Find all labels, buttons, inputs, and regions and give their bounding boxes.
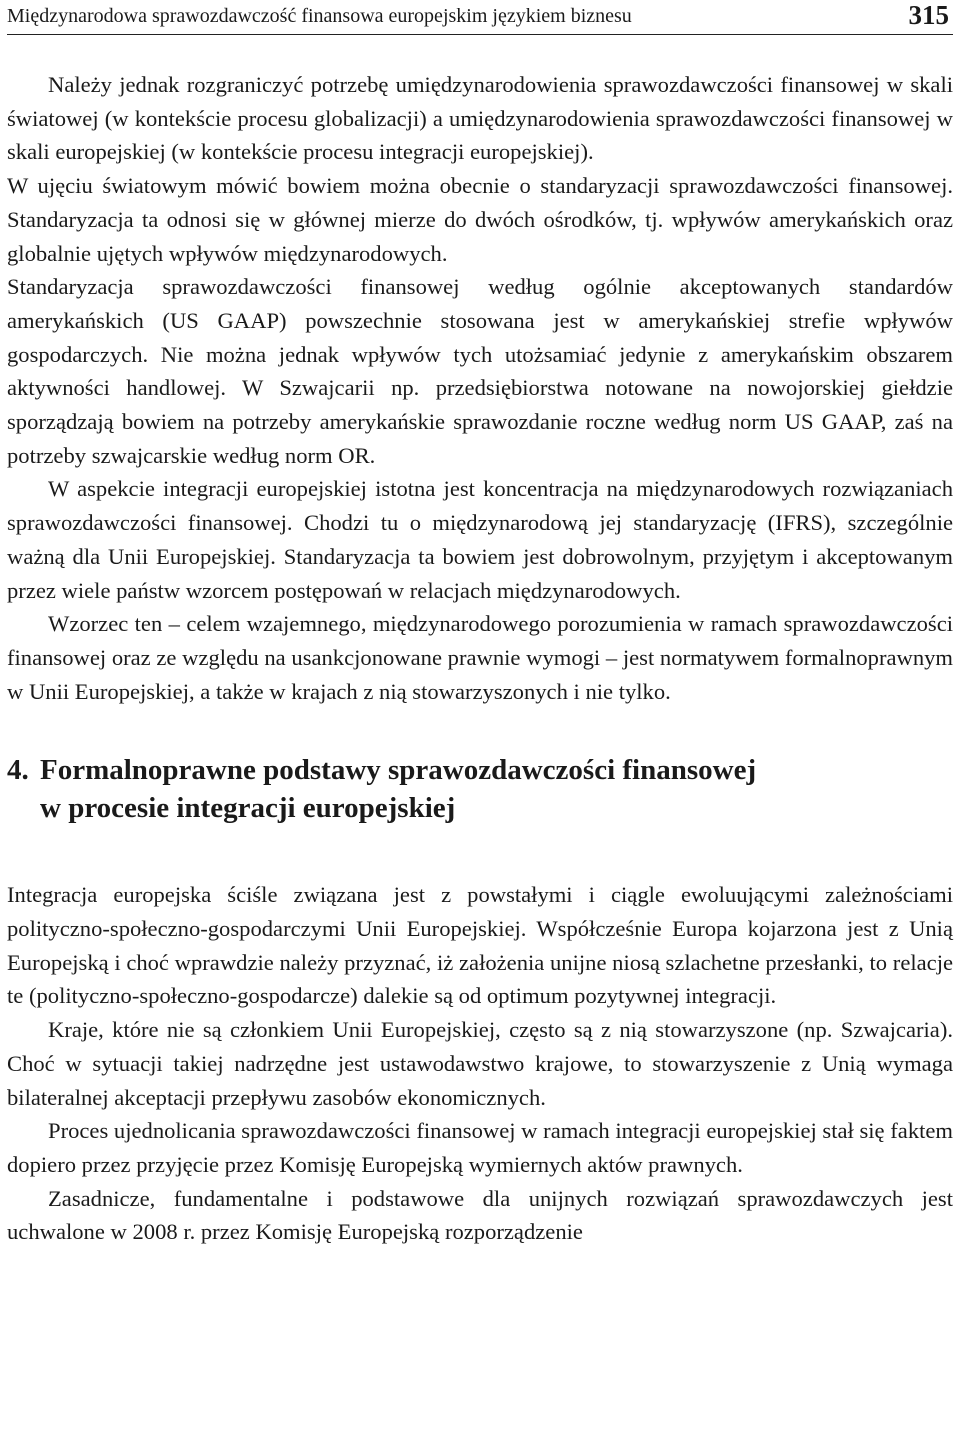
paragraph: Zasadnicze, fundamentalne i podstawowe dla unijnych rozwiązań sprawozdawczych jest uchwalone w 2008 r. przez Komisję Europejską rozporządzenie xyxy=(7,1185,953,1245)
paragraph: Należy jednak rozgraniczyć potrzebę umiędzynarodowienia sprawozdawczości finansowej w skali światowej (w kontekście procesu globalizacji) a umiędzynarodowienia sprawozdawczości finansowej w skali europejskiej (w kontekście procesu integracji europejskiej). xyxy=(7,72,953,165)
paragraph: Integracja europejska ściśle związana jest z powstałymi i ciągle ewoluującymi zależnościami polityczno-społeczno-gospodarczymi Unii Europejskiej. Współcześnie Europa kojarzona jest z Unią Europejską i choć wprawdzie należy przyznać, iż założenia unijne niosą szlachetne przesłanki, to relacje te (polityczno-społeczno-gospodarcze) dalekie są od optimum pozytywnej integracji. xyxy=(7,882,953,1009)
paragraph: W aspekcie integracji europejskiej istotna jest koncentracja na międzynarodowych rozwiązaniach sprawozdawczości finansowej. Chodzi tu o międzynarodową jej standaryzację (IFRS), szczególnie ważną dla Unii Europejskiej. Standaryzacja ta bowiem jest dobrowolnym, przyjętym i akceptowanym przez wiele państw wzorcem postępowań w relacjach międzynarodowych. xyxy=(7,476,953,603)
section-heading xyxy=(7,751,953,827)
running-title: Międzynarodowa sprawozdawczość finansowa europejskim językiem biznesu xyxy=(7,5,632,27)
paragraph: Standaryzacja sprawozdawczości finansowej według ogólnie akceptowanych standardów amerykańskich (US GAAP) powszechnie stosowana jest w amerykańskiej strefie wpływów gospodarczych. Nie można jednak wpływów tych utożsamiać jedynie z amerykańskim obszarem aktywności handlowej. W Szwajcarii np. przedsiębiorstwa notowane na nowojorskiej giełdzie sporządzają bowiem na potrzeby amerykańskie sprawozdanie roczne według norm US GAAP, zaś na potrzeby szwajcarskie według norm OR. xyxy=(7,274,953,468)
section-title-line1: Formalnoprawne podstawy sprawozdawczości finansowej xyxy=(40,754,757,787)
body-text-after xyxy=(7,878,953,1249)
running-header xyxy=(7,0,953,35)
paragraph: Proces ujednolicania sprawozdawczości finansowej w ramach integracji europejskiej stał się faktem dopiero przez przyjęcie przez Komisję Europejską wymiernych aktów prawnych. xyxy=(7,1118,953,1177)
section-title-line2: w procesie integracji europejskiej xyxy=(40,792,456,825)
paragraph: Wzorzec ten – celem wzajemnego, międzynarodowego porozumienia w ramach sprawozdawczości finansowej oraz ze względu na usankcjonowane prawnie wymogi – jest normatywem formalnoprawnym w Unii Europejskiej, a także w krajach z nią stowarzyszonych i nie tylko. xyxy=(7,611,953,704)
page-number: 315 xyxy=(908,0,949,30)
paragraph: W ujęciu światowym mówić bowiem można obecnie o standaryzacji sprawozdawczości finansowej. Standaryzacja ta odnosi się w głównej mierze do dwóch ośrodków, tj. wpływów amerykańskich oraz globalnie ujętych wpływów międzynarodowych. xyxy=(7,173,953,266)
body-text-before xyxy=(7,68,953,708)
paragraph: Kraje, które nie są członkiem Unii Europejskiej, często są z nią stowarzyszone (np. Szwajcaria). Choć w sytuacji takiej nadrzędne jest ustawodawstwo krajowe, to stowarzyszenie z Unią wymaga bilateralnej akceptacji przepływu zasobów ekonomicznych. xyxy=(7,1017,953,1110)
section-number: 4. xyxy=(7,754,29,787)
